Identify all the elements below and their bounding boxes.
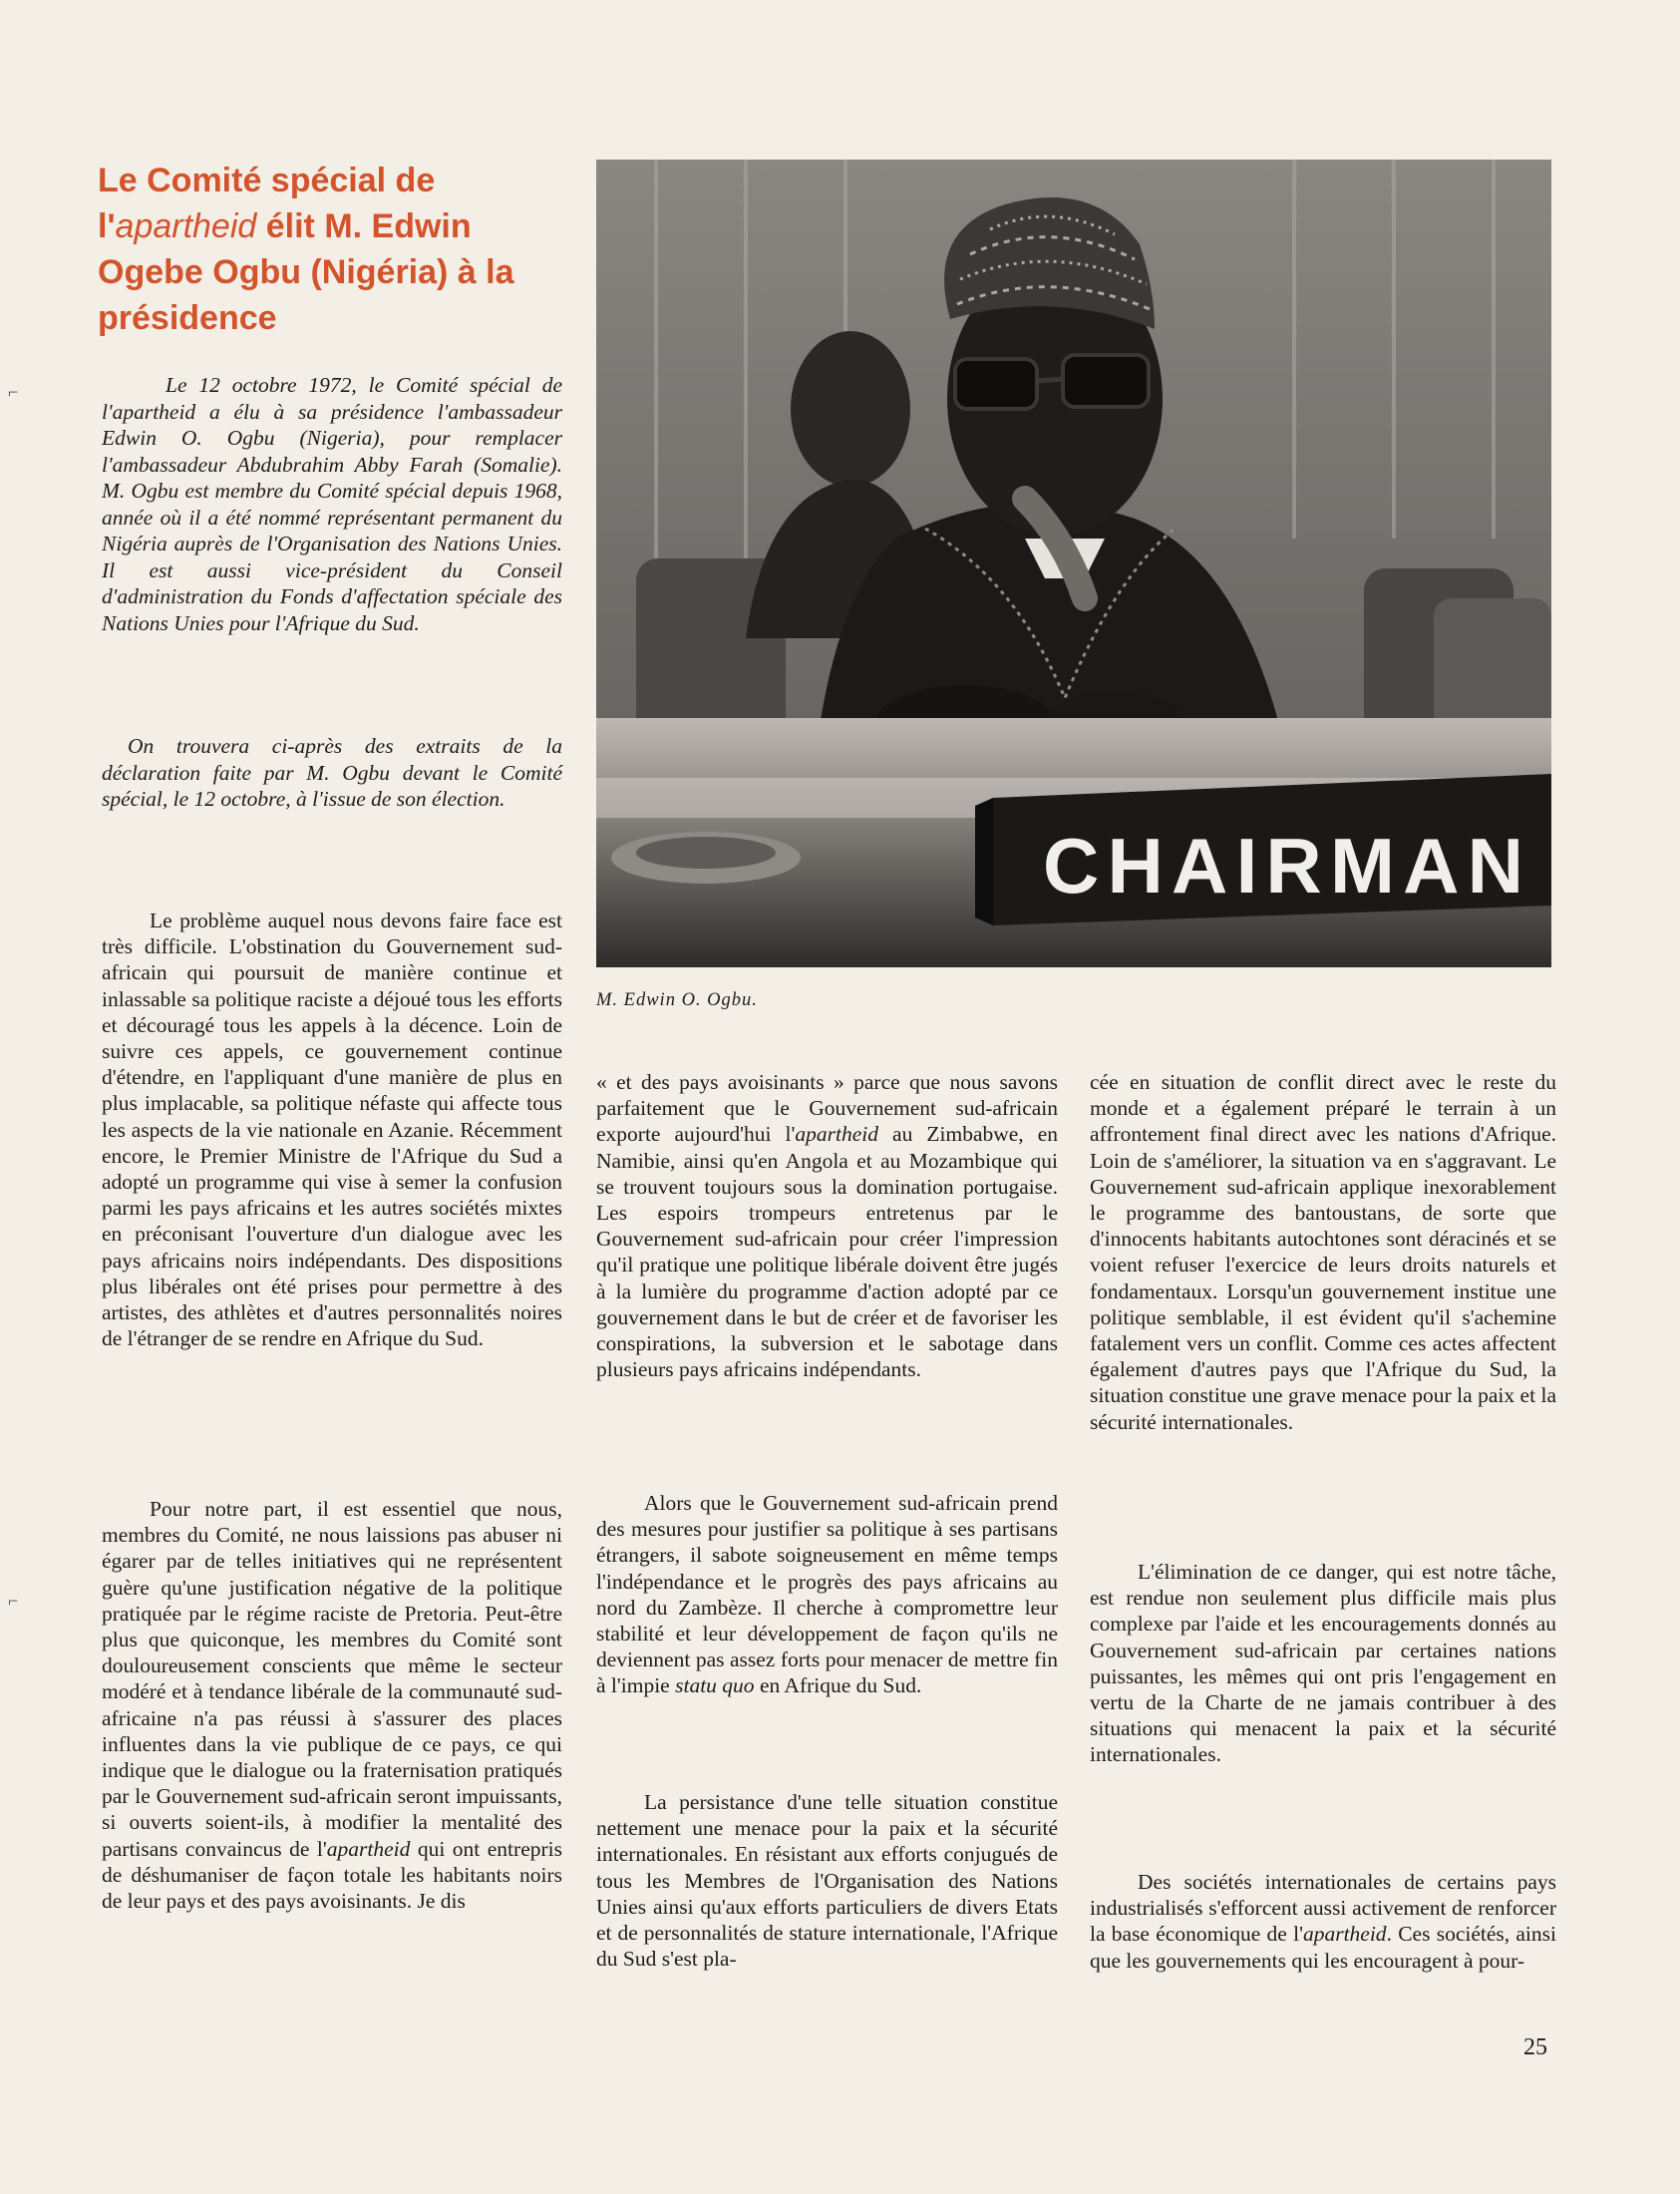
intro-paragraph-1: Le 12 octobre 1972, le Comité spécial de l'apartheid a élu à sa présidence l'ambassadeur Edwin O. Ogbu (Nigeria), pour remplacer l'ambassadeur Abdubrahim Abby Farah (Somalie). M. Ogbu est membre du Comité spécial depuis 1968, année où il a été nommé représentant permanent du Nigéria auprès de l'Organisation des Nations Unies. Il est aussi vice-président du Conseil d'administration du Fonds d'affectation spéciale des Nations Unies pour l'Afrique du Sud. (102, 373, 562, 635)
chairman-photo (596, 160, 1551, 967)
nameplate-text: CHAIRMAN (1043, 822, 1525, 910)
body-paragraph: La persistance d'une telle situation constitue nettement une menace pour la paix et la sécurité internationales. En résistant aux efforts conjugués de tous les Membres de l'Organisation des Nations Unies ainsi qu'aux efforts particuliers de divers Etats et de personnalités de stature internationale, l'Afrique du Sud s'est pla- (596, 1790, 1058, 1972)
body-paragraph: L'élimination de ce danger, qui est notre tâche, est rendue non seulement plus difficile mais plus complexe par l'aide et les encouragements donnés au Gouvernement sud-africain par certaines nations puissantes, les mêmes qui ont pris l'engagement en vertu de la Charte de ne jamais contribuer à des situations qui menacent la paix et la sécurité internationales. (1090, 1560, 1556, 1767)
body-paragraph: « et des pays avoisinants » parce que nous savons parfaitement que le Gouvernement sud-africain exporte aujourd'hui l'apartheid au Zimbabwe, en Namibie, ainsi qu'en Angola et au Mozambique qui se trouvent toujours sous la domination portugaise. Les espoirs trompeurs entretenus par le Gouvernement sud-africain pour créer l'impression qu'il pratique une politique libérale doivent être jugés à la lumière du programme d'action adopté par ce gouvernement dans le but de créer et de favoriser les conspirations, la subversion et le sabotage dans plusieurs pays africains indépendants. (596, 1070, 1059, 1382)
photo-caption: M. Edwin O. Ogbu. (596, 990, 758, 1010)
body-paragraph: Des sociétés internationales de certains pays industrialisés s'efforcent aussi activement de renforcer la base économique de l'apartheid. Ces sociétés, ainsi que les gouvernements qui les encouragent à pour- (1090, 1870, 1556, 1973)
body-paragraph: cée en situation de conflit direct avec le reste du monde et a également préparé le terrain à un affrontement final direct avec les nations d'Afrique. Loin de s'améliorer, la situation va en s'aggravant. Le Gouvernement sud-africain applique inexorablement le programme des bantoustans, de sorte que d'innocents habitants autochtones sont déracinés et se voient refuser l'exercice de leurs droits naturels et fondamentaux. Lorsqu'un gouvernement institue une politique semblable, il est évident qu'il s'achemine fatalement vers un conflit. Comme ces actes affectent également d'autres pays que l'Afrique du Sud, la situation constitue une grave menace pour la paix et la sécurité internationales. (1090, 1070, 1556, 1434)
article-title: Le Comité spécial de l'apartheid élit M. Edwin Ogebe Ogbu (Nigéria) à la présidence (98, 162, 514, 337)
margin-mark: ⌐ (8, 382, 19, 402)
margin-mark: ⌐ (8, 1591, 19, 1611)
page-number: 25 (1523, 2034, 1547, 2060)
body-paragraph: Pour notre part, il est essentiel que nous, membres du Comité, ne nous laissions pas abuser ni égarer par de telles initiatives qui ne représentent guère qu'une justification négative de la politique pratiquée par le régime raciste de Pretoria. Peut-être plus que quiconque, les membres du Comité sont douloureusement conscients que même le secteur modéré et à tendance libérale de la communauté sud-africaine n'a pas réussi à s'assurer des places influentes dans la vie publique de ce pays, ce qui indique que le dialogue ou la fraternisation pratiqués par le Gouvernement sud-africain seront impuissants, si ouverts soient-ils, à modifier la mentalité des partisans convaincus de l'apartheid qui ont entrepris de déshumaniser de façon totale les habitants noirs de leur pays et des pays avoisinants. Je dis (102, 1497, 562, 1914)
title-italic-word: apartheid (115, 207, 257, 245)
body-paragraph: Alors que le Gouvernement sud-africain prend des mesures pour justifier sa politique à ses partisans étrangers, il sabote soigneusement en même temps l'indépendance et le progrès des pays africains au nord du Zambèze. Il cherche à compromettre leur stabilité et leur développement de façon qu'ils ne deviennent pas assez forts pour menacer de mettre fin à l'impie statu quo en Afrique du Sud. (596, 1491, 1058, 1698)
body-paragraph: Le problème auquel nous devons faire face est très difficile. L'obstination du Gouvernement sud-africain qui poursuit de manière continue et inlassable sa politique raciste a déjoué tous les efforts et découragé tous les appels à la décence. Loin de suivre ces appels, ce gouvernement continue d'étendre, en l'appliquant d'une manière de plus en plus implacable, sa politique néfaste qui affecte tous les aspects de la vie nationale en Azanie. Récemment encore, le Premier Ministre de l'Afrique du Sud a adopté un programme qui vise à semer la confusion parmi les pays africains et les autres sociétés mixtes en préconisant l'ouverture d'un dialogue avec les pays africains noirs indépendants. Des dispositions plus libérales ont été prises pour permettre à des artistes, des athlètes et d'autres personnalités noires de l'étranger de se rendre en Afrique du Sud. (102, 909, 562, 1351)
intro-paragraph-2: On trouvera ci-après des extraits de la déclaration faite par M. Ogbu devant le Comité spécial, le 12 octobre, à l'issue de son élection. (102, 734, 562, 811)
